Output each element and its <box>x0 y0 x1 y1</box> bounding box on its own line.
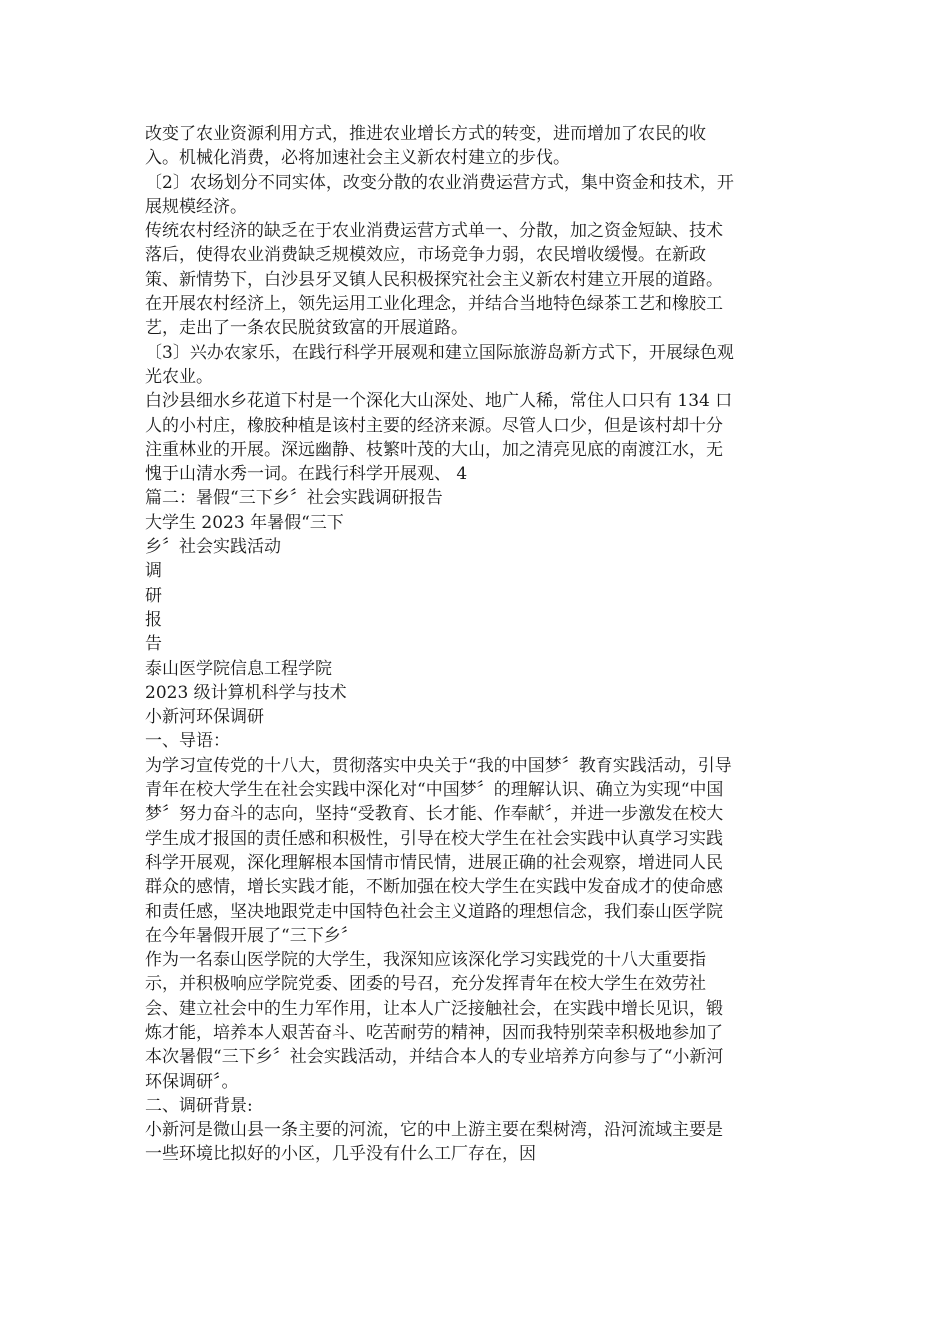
text-line: 〔2〕农场划分不同实体，改变分散的农业消费运营方式，集中资金和技术，开 <box>145 172 734 193</box>
text-line: 在开展农村经济上，领先运用工业化理念，并结合当地特色绿茶工艺和橡胶工 <box>145 294 723 315</box>
text-line: 改变了农业资源利用方式，推进农业增长方式的转变，进而增加了农民的收 <box>145 124 706 144</box>
text-line: 和责任感，坚决地跟党走中国特色社会主义道路的理想信念，我们泰山医学院 <box>145 901 723 922</box>
text-line: 落后，使得农业消费缺乏规模效应，市场竞争力弱，农民增收缓慢。在新政 <box>145 245 706 266</box>
text-line: 传统农村经济的缺乏在于农业消费运营方式单一、分散，加之资金短缺、技术 <box>145 221 723 242</box>
text-line: 入。机械化消费，必将加速社会主义新农村建立的步伐。 <box>145 148 570 169</box>
text-line: 会、建立社会中的生力军作用，让本人广泛接触社会，在实践中增长见识，锻 <box>145 998 723 1019</box>
text-line: 一些环境比拟好的小区，几乎没有什么工厂存在，因 <box>145 1144 536 1165</box>
report-title-line: 大学生 2023 年暑假“三下 <box>145 512 344 533</box>
report-title-char: 研 <box>145 585 162 606</box>
report-title-char: 报 <box>145 609 162 630</box>
text-line: 艺，走出了一条农民脱贫致富的开展道路。 <box>145 318 468 339</box>
text-line: 科学开展观，深化理解根本国情市情民情，进展正确的社会观察，增进同人民 <box>145 852 723 873</box>
report-title-char: 告 <box>145 634 162 655</box>
text-line: 学生成才报国的责任感和积极性，引导在校大学生在社会实践中认真学习实践 <box>145 828 723 849</box>
text-line: 〔3〕兴办农家乐，在践行科学开展观和建立国际旅游岛新方式下，开展绿色观 <box>145 342 734 363</box>
class-name: 2023 级计算机科学与技术 <box>145 682 347 703</box>
text-line: 梦〞努力奋斗的志向，坚持“受教育、长才能、作奉献〞，并进一步激发在校大 <box>145 804 724 825</box>
text-line: 本次暑假“三下乡〞社会实践活动，并结合本人的专业培养方向参与了“小新河 <box>145 1047 724 1068</box>
text-line: 示，并积极响应学院党委、团委的号召，充分发挥青年在校大学生在效劳社 <box>145 974 706 995</box>
text-line: 在今年暑假开展了“三下乡〞 <box>145 925 358 946</box>
text-line: 环保调研〞。 <box>145 1071 239 1092</box>
text-line: 愧于山清水秀一词。在践行科学开展观、 4 <box>145 464 468 485</box>
text-line: 小新河是微山县一条主要的河流，它的中上游主要在梨树湾，沿河流域主要是 <box>145 1120 723 1141</box>
project-name: 小新河环保调研 <box>145 707 264 728</box>
school-name: 泰山医学院信息工程学院 <box>145 658 332 679</box>
text-line: 白沙县细水乡花道下村是一个深化大山深处、地广人稀，常住人口只有 134 口 <box>145 391 733 412</box>
text-line: 展规模经济。 <box>145 196 247 217</box>
section-heading: 二、调研背景: <box>145 1095 253 1116</box>
text-line: 注重林业的开展。深远幽静、枝繁叶茂的大山，加之清亮见底的南渡江水，无 <box>145 439 723 460</box>
text-line: 策、新情势下，白沙县牙叉镇人民积极探究社会主义新农村建立开展的道路。 <box>145 269 723 290</box>
section-heading: 一、导语： <box>145 731 230 752</box>
text-line: 为学习宣传党的十八大，贯彻落实中央关于“我的中国梦〞教育实践活动，引导 <box>145 755 732 776</box>
report-title-line: 乡〞社会实践活动 <box>145 537 281 558</box>
text-line: 光农业。 <box>145 366 213 387</box>
text-line: 人的小村庄，橡胶种植是该村主要的经济来源。尽管人口少，但是该村却十分 <box>145 415 723 436</box>
text-line: 群众的感情，增长实践才能，不断加强在校大学生在实践中发奋成才的使命感 <box>145 877 723 898</box>
report-title-char: 调 <box>145 561 162 582</box>
section-heading: 篇二：暑假“三下乡〞社会实践调研报告 <box>145 488 443 509</box>
text-line: 青年在校大学生在社会实践中深化对“中国梦〞的理解认识、确立为实现“中国 <box>145 780 724 801</box>
text-line: 炼才能，培养本人艰苦奋斗、吃苦耐劳的精神，因而我特别荣幸积极地参加了 <box>145 1022 723 1043</box>
text-line: 作为一名泰山医学院的大学生，我深知应该深化学习实践党的十八大重要指 <box>145 950 706 971</box>
document-body <box>145 122 815 1167</box>
